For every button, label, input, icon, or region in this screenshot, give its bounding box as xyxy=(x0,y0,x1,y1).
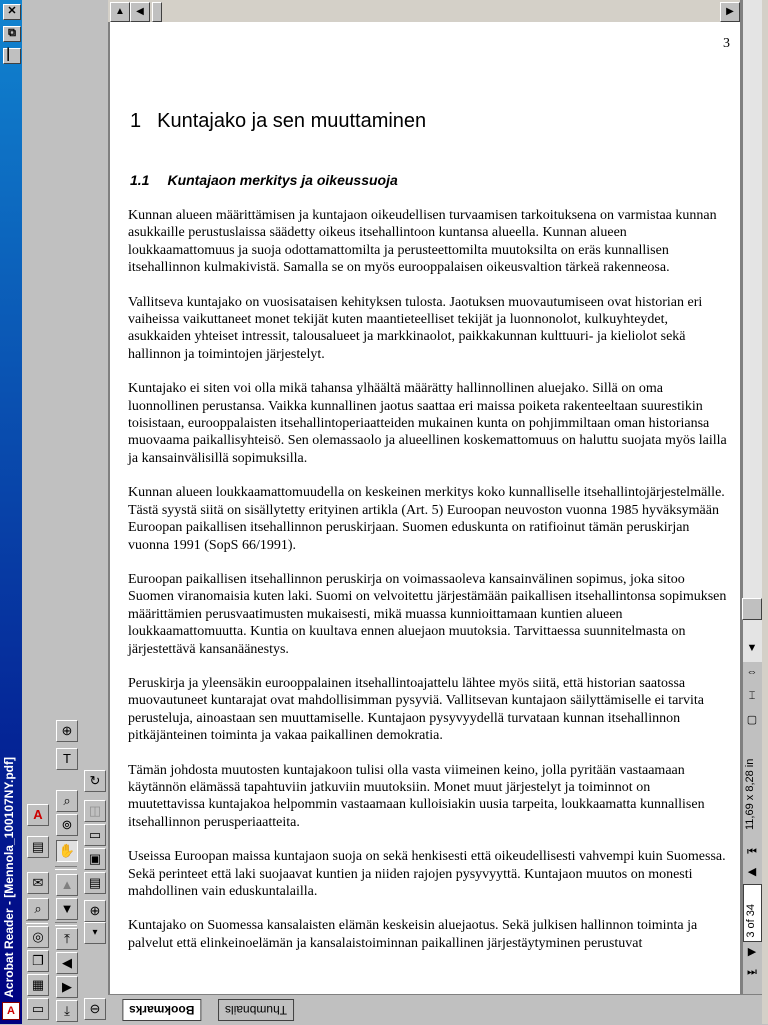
rotate-icon[interactable]: ↻ xyxy=(84,770,106,792)
first-page-icon[interactable]: ⤒ xyxy=(56,928,78,950)
first-page-status-icon[interactable]: ⏮ xyxy=(747,846,757,858)
email-icon[interactable]: ✉ xyxy=(27,872,49,894)
page-number: 3 xyxy=(723,36,730,51)
scroll-down-icon[interactable]: ▼ xyxy=(746,642,758,654)
actual-size-icon[interactable]: ▭ xyxy=(84,824,106,846)
toolbar-divider xyxy=(55,922,77,926)
previous-page-status-icon[interactable]: ◀ xyxy=(747,866,757,878)
next-page-icon[interactable]: ▼ xyxy=(56,898,78,920)
tab-thumbnails[interactable]: Thumbnails xyxy=(218,999,294,1021)
chevron-down-icon[interactable]: ▾ xyxy=(84,922,106,944)
scroll-left-button[interactable]: ▲ xyxy=(110,2,130,22)
page-indicator-text: 3 of 34 xyxy=(745,904,757,938)
search-icon[interactable]: ⌕ xyxy=(27,898,49,920)
page-size-readout: 11,69 x 8,28 in xyxy=(744,758,756,830)
next-page-status-icon[interactable]: ▶ xyxy=(747,946,757,958)
section-heading xyxy=(130,172,398,188)
title-bar xyxy=(0,0,22,1024)
restore-button[interactable]: ⧉ xyxy=(3,26,21,42)
pdf-page xyxy=(110,22,740,994)
scroll-right-icon[interactable]: ▶ xyxy=(720,2,740,22)
paragraph: Kuntajako on Suomessa kansalaisten elämän keskeisin aluejaotus. Sekä julkisen hallinnon toiminta ja palvelut että elinkeinoelämän ja kansalaistoiminnan paikallinen järjestäytyminen perustuvat xyxy=(128,918,698,951)
last-page-status-icon[interactable]: ⏭ xyxy=(747,966,757,978)
go-forward-icon[interactable]: ▶ xyxy=(56,976,78,998)
chapter-title: Kuntajako ja sen muuttaminen xyxy=(157,110,427,132)
show-navigation-pane-icon[interactable]: ◫ xyxy=(84,800,106,822)
go-back-icon[interactable]: ◀ xyxy=(56,952,78,974)
horizontal-scroll-thumb[interactable] xyxy=(152,2,162,22)
toolbar-strip-file xyxy=(22,0,53,1024)
toolbar-strip-view xyxy=(80,0,109,1024)
paragraph: Kuntajako ei siten voi olla mikä tahansa ylhäältä määrätty hallinnollinen aluejako. Sillä on oma luonnollinen perustansa. Vaikka kunnallinen jaotus saattaa eri maissa poiketa rakenteeltaan suurestikin toisistaan, eurooppalaisten itsehallintoperiaatteiden mukainen kunta on pohjimmiltaan oman historiansa muovaama paikallisyhteisö. Sen olemassaolo ja alueellinen koskemattomuus on haluttu suojata myös lailla ja kansainvälisillä sopimuksilla. xyxy=(128,381,727,466)
text-select-icon[interactable]: T xyxy=(56,748,78,770)
acrobat-app-icon: A xyxy=(2,1002,20,1020)
fit-page-icon[interactable]: ▣ xyxy=(84,848,106,870)
print-icon[interactable]: ▤ xyxy=(27,836,49,858)
copy-icon[interactable]: ❐ xyxy=(27,950,49,972)
scroll-left-icon[interactable]: ◀ xyxy=(130,2,150,22)
split-view-icon[interactable]: ⇔ xyxy=(746,666,758,678)
paragraph: Peruskirja ja yleensäkin eurooppalainen itsehallintoajattelu lähtee myös siitä, että historian saatossa muovautuneet kuntarajat ovat mahdollisimman pysyviä. Vallitsevan kuntajaon säilyttämiselle ei tarvita perusteluja, ainoastaan sen muuttamiselle. Kuntajaon pysyvyydellä turvataan kunnan itsehallinnon pitkäjänteinen toiminta ja vakaa paikallinen demokratia. xyxy=(128,675,704,744)
toolbar-strip-tools xyxy=(52,0,81,1024)
previous-page-icon[interactable]: ▲ xyxy=(56,874,78,896)
open-icon[interactable]: ▭ xyxy=(27,998,49,1020)
zoom-tool-icon[interactable]: ⌕ xyxy=(56,790,78,812)
acrobat-logo-icon: A xyxy=(27,804,49,826)
window-title: Acrobat Reader - [Mennola_100107NY.pdf] xyxy=(2,757,16,998)
section-title: Kuntajaon merkitys ja oikeussuoja xyxy=(167,172,398,188)
last-page-icon[interactable]: ⤓ xyxy=(56,1000,78,1022)
zoom-out-icon[interactable]: ⊖ xyxy=(84,998,106,1020)
toolbar-divider xyxy=(55,866,77,870)
page-indicator-field[interactable] xyxy=(743,884,762,942)
horizontal-scrollbar[interactable] xyxy=(108,0,740,23)
zoom-in-icon[interactable]: ⊕ xyxy=(56,720,78,742)
web-icon[interactable]: ◎ xyxy=(27,926,49,948)
window-border xyxy=(762,0,768,1024)
zoom-in-button-icon[interactable]: ⊕ xyxy=(84,900,106,922)
paragraph: Tämän johdosta muutosten kuntajakoon tulisi olla vasta viimeinen keino, jolla pyritään vastaamaan käytännön elämässä tapahtuviin jatkuviin muutoksiin. Monet muut järjestelyt ja toiminnot on muutettavissa kuntajakoa helpommin vastaamaan kulloisiakin uusia tarpeita, loukkaamatta kunnallisen itsehallinnon perusperiaatteita. xyxy=(128,762,705,830)
paragraph: Useissa Euroopan maissa kuntajaon suoja on sekä henkisesti että oikeudellisesti vahvempi kuin Suomessa. Sekä perinteet että laki suojaavat kuntien ja niiden rajojen pysyvyyttä. Kuntajaon muutos on monesti mahdollinen vain eduskuntalailla. xyxy=(128,849,726,899)
chapter-number: 1 xyxy=(130,110,142,132)
section-number: 1.1 xyxy=(130,172,150,188)
hand-tool-icon[interactable]: ✋ xyxy=(56,840,78,862)
paragraph: Vallitseva kuntajako on vuosisataisen kehityksen tulosta. Jaotuksen muovautumiseen ovat historian eri vaiheissa vaikuttaneet monet tekijät kuten maantieteelliset tekijät ja luonnonolot, kulkuyhteydet, asukkaiden yhteiset intressit, talousalueet ja markkinaolot, paikkakunnan kulttuuri- ja kieliolot sekä hallinnon ja toimintojen järjestelyt. xyxy=(128,294,703,362)
paragraph: Euroopan paikallisen itsehallinnon peruskirja on voimassaoleva kansainvälinen sopimus, joka sitoo Suomen viranomaisia kuten laki. Suomi on velvoitettu järjestämään paikallisen itsehallintonsa sopimuksen määrittämien perusvaatimusten mukaisesti, mikä muassa kunnioittamaan kuntien alueen loukkaamattomuutta. Kuntia on kuultava ennen aluejaon muutoksia. Tarvittaessa suunnitelmasta on järjestettävä kansanäänestys. xyxy=(128,571,727,657)
page-layout-icon[interactable]: ⌶ xyxy=(748,690,756,702)
toolbar-divider xyxy=(26,920,48,924)
vertical-scroll-thumb[interactable] xyxy=(742,598,762,620)
graphics-select-icon[interactable]: ⊚ xyxy=(56,814,78,836)
minimize-button[interactable]: ▏ xyxy=(3,48,21,64)
paragraph: Kunnan alueen loukkaamattomuudella on keskeinen merkitys koko kunnalliselle itsehallintojärjestelmälle. Tästä syystä siitä on sisällytetty erityinen artikla (Art. 5) Euroopan neuvoston vuonna 1985 hyväksymään Euroopan paikallisen itsehallinnon peruskirjaan. Suomen eduskunta on ratifioinut tämän peruskirjan vuonna 1991 (SopS 66/1991). xyxy=(128,485,725,553)
paragraph: Kunnan alueen määrittämisen ja kuntajaon oikeudellisen turvaamisen tarkoituksena on varmistaa kunnan asukkaille perustuslaissa säädetty oikeus itsehallintoon kuntansa alueella. Kunnan alueen loukkaamattomuus ja suoja odottamattomilta ja perusteettomilta muutoksilta on eräs kunnallisen itsehallinnon kulmakivistä. Samalla se on myös eurooppalaisen oikeusvaltion tärkeä rakenneosa. xyxy=(128,208,717,276)
body-text xyxy=(128,207,728,969)
navigation-tabs xyxy=(108,994,762,1025)
tab-bookmarks[interactable]: Bookmarks xyxy=(122,999,201,1021)
fit-width-icon[interactable]: ▤ xyxy=(84,872,106,894)
single-page-icon[interactable]: ▢ xyxy=(746,714,758,726)
save-icon[interactable]: ▦ xyxy=(27,974,49,996)
chapter-heading xyxy=(130,110,426,133)
close-button[interactable]: ✕ xyxy=(3,4,21,20)
vertical-scrollbar[interactable] xyxy=(742,0,763,662)
